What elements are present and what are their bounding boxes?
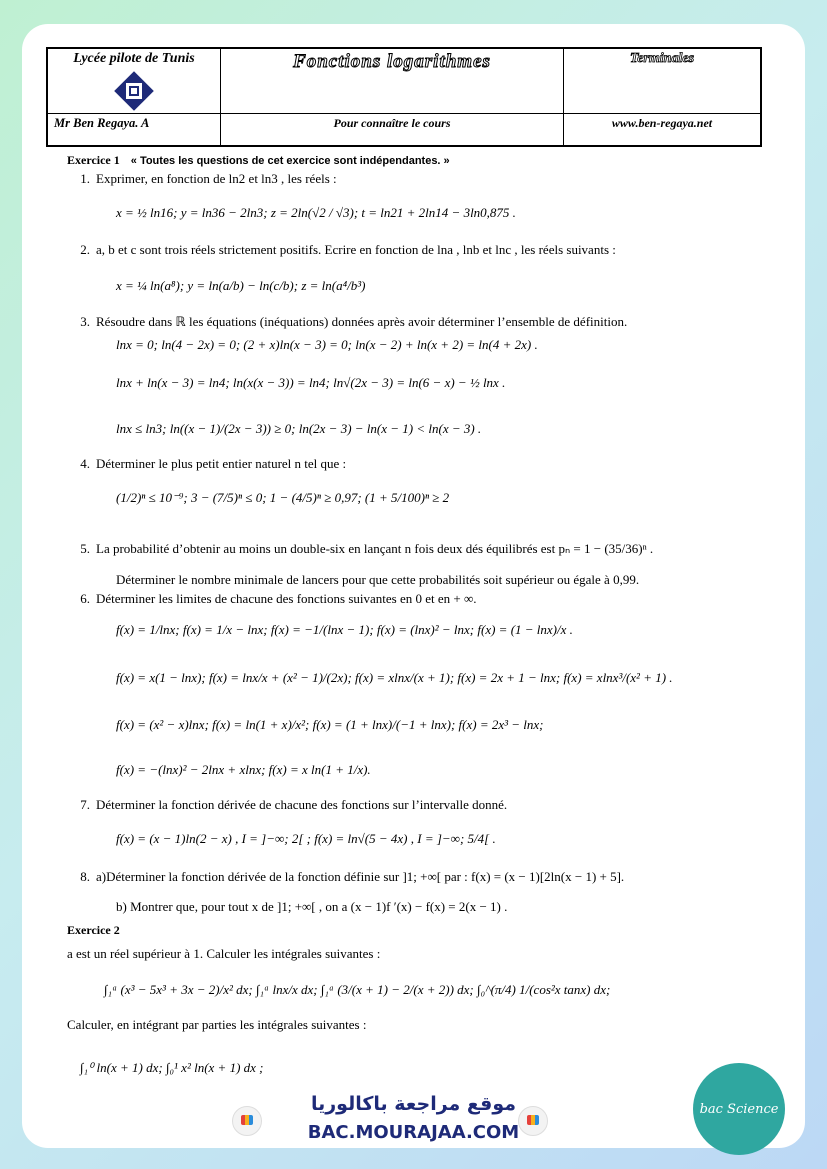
header-table bbox=[46, 47, 762, 147]
question-5-text-2: Déterminer le nombre minimale de lancers pour que cette probabilités soit supérieur ou égale à 0,99. bbox=[116, 572, 640, 587]
question-text: Déterminer le plus petit entier naturel n tel que : bbox=[96, 456, 347, 471]
question-number: 8. bbox=[80, 869, 90, 884]
exercise-2-integrals-2: ∫₁⁰ ln(x + 1) dx; ∫₀¹ x² ln(x + 1) dx ; bbox=[80, 1060, 264, 1075]
question-3-line-1: lnx = 0; ln(4 − 2x) = 0; (2 + x)ln(x − 3) = 0; ln(x − 2) + ln(x + 2) = ln(4 + 2x) . bbox=[116, 337, 538, 352]
exercise-1-title bbox=[67, 153, 450, 168]
question-text: Résoudre dans ℝ les équations (inéquations) données après avoir déterminer l’ensemble de définition. bbox=[96, 314, 628, 329]
grade-label: Terminales bbox=[564, 48, 762, 114]
exercise-1-note: « Toutes les questions de cet exercice sont indépendantes. » bbox=[130, 155, 450, 167]
question-3-line-2: lnx + ln(x − 3) = ln4; ln(x(x − 3)) = ln4; ln√(2x − 3) = ln(6 − x) − ½ lnx . bbox=[116, 375, 506, 390]
question-3-line-3: lnx ≤ ln3; ln((x − 1)/(2x − 3)) ≥ 0; ln(2x − 3) − ln(x − 1) < ln(x − 3) . bbox=[116, 421, 482, 436]
exercise-1-label: Exercice 1 bbox=[67, 153, 120, 167]
school-name: Lycée pilote de Tunis bbox=[73, 51, 195, 66]
exercise-2-title: Exercice 2 bbox=[67, 923, 120, 937]
question-1-math: x = ½ ln16; y = ln36 − 2ln3; z = 2ln(√2 / √3); t = ln21 + 2ln14 − 3ln0,875 . bbox=[116, 205, 516, 220]
school-cell bbox=[47, 48, 221, 114]
topic-title: Fonctions logarithmes bbox=[221, 48, 564, 114]
school-logo-icon bbox=[114, 71, 154, 111]
question-6-line-1: f(x) = 1/lnx; f(x) = 1/x − lnx; f(x) = −1/(lnx − 1); f(x) = (lnx)² − lnx; f(x) = (1 − lnx)/x . bbox=[116, 622, 573, 637]
bac-science-badge bbox=[693, 1063, 785, 1155]
question-number: 2. bbox=[80, 242, 90, 257]
question-text: Déterminer la fonction dérivée de chacune des fonctions sur l’intervalle donné. bbox=[96, 797, 508, 812]
question-text: Exprimer, en fonction de ln2 et ln3 , les réels : bbox=[96, 171, 337, 186]
website-link[interactable]: www.ben-regaya.net bbox=[564, 114, 762, 146]
question-number: 5. bbox=[80, 541, 90, 556]
question-6-line-4: f(x) = −(lnx)² − 2lnx + xlnx; f(x) = x ln(1 + 1/x). bbox=[116, 762, 371, 777]
question-number: 1. bbox=[80, 171, 90, 186]
question-6-line-3: f(x) = (x² − x)lnx; f(x) = ln(1 + x)/x²; f(x) = (1 + lnx)/(−1 + lnx); f(x) = 2x³ − lnx; bbox=[116, 717, 544, 732]
question-number: 7. bbox=[80, 797, 90, 812]
question-text: Déterminer les limites de chacune des fonctions suivantes en 0 et en + ∞. bbox=[96, 591, 477, 606]
question-text: a)Déterminer la fonction dérivée de la fonction définie sur ]1; +∞[ par : f(x) = (x − 1)[2ln(x − 1) + 5]. bbox=[96, 869, 625, 884]
badge-text: bac Science bbox=[699, 1101, 779, 1117]
exercise-2-integrals-1: ∫₁ᵃ (x³ − 5x³ + 3x − 2)/x² dx; ∫₁ᵃ lnx/x dx; ∫₁ᵃ (3/(x + 1) − 2/(x + 2)) dx; ∫₀^(π/4) 1/(cos²x tanx) dx; bbox=[104, 982, 611, 997]
teacher-name: Mr Ben Regaya. A bbox=[47, 114, 221, 146]
question-text: La probabilité d’obtenir au moins un double-six en lançant n fois deux dés équilibrés est pₙ = 1 − (35/36)ⁿ . bbox=[96, 541, 654, 556]
question-2-math: x = ¼ ln(a⁸); y = ln(a/b) − ln(c/b); z = ln(a⁴/b³) bbox=[116, 278, 366, 293]
subtitle: Pour connaître le cours bbox=[221, 114, 564, 146]
question-number: 6. bbox=[80, 591, 90, 606]
footer-url[interactable]: BAC.MOURAJAA.COM bbox=[307, 1122, 520, 1143]
question-number: 4. bbox=[80, 456, 90, 471]
question-6-line-2: f(x) = x(1 − lnx); f(x) = lnx/x + (x² − 1)/(2x); f(x) = xlnx/(x + 1); f(x) = 2x + 1 − lnx; f(x) = xlnx³/(x² + 1) . bbox=[116, 670, 673, 685]
question-4-math: (1/2)ⁿ ≤ 10⁻⁹; 3 − (7/5)ⁿ ≤ 0; 1 − (4/5)ⁿ ≥ 0,97; (1 + 5/100)ⁿ ≥ 2 bbox=[116, 490, 450, 505]
question-text: a, b et c sont trois réels strictement positifs. Ecrire en fonction de lna , lnb et lnc , les réels suivants : bbox=[96, 242, 616, 257]
question-number: 3. bbox=[80, 314, 90, 329]
question-7-math: f(x) = (x − 1)ln(2 − x) , I = ]−∞; 2[ ; f(x) = ln√(5 − 4x) , I = ]−∞; 5/4[ . bbox=[116, 831, 496, 846]
exercise-2-line-1: a est un réel supérieur à 1. Calculer les intégrales suivantes : bbox=[67, 946, 381, 961]
exercise-2-line-2: Calculer, en intégrant par parties les intégrales suivantes : bbox=[67, 1017, 367, 1032]
question-8-text-2: b) Montrer que, pour tout x de ]1; +∞[ , on a (x − 1)f ′(x) − f(x) = 2(x − 1) . bbox=[116, 899, 508, 914]
footer-arabic-title: موقع مراجعة باكالوريا bbox=[310, 1093, 517, 1115]
